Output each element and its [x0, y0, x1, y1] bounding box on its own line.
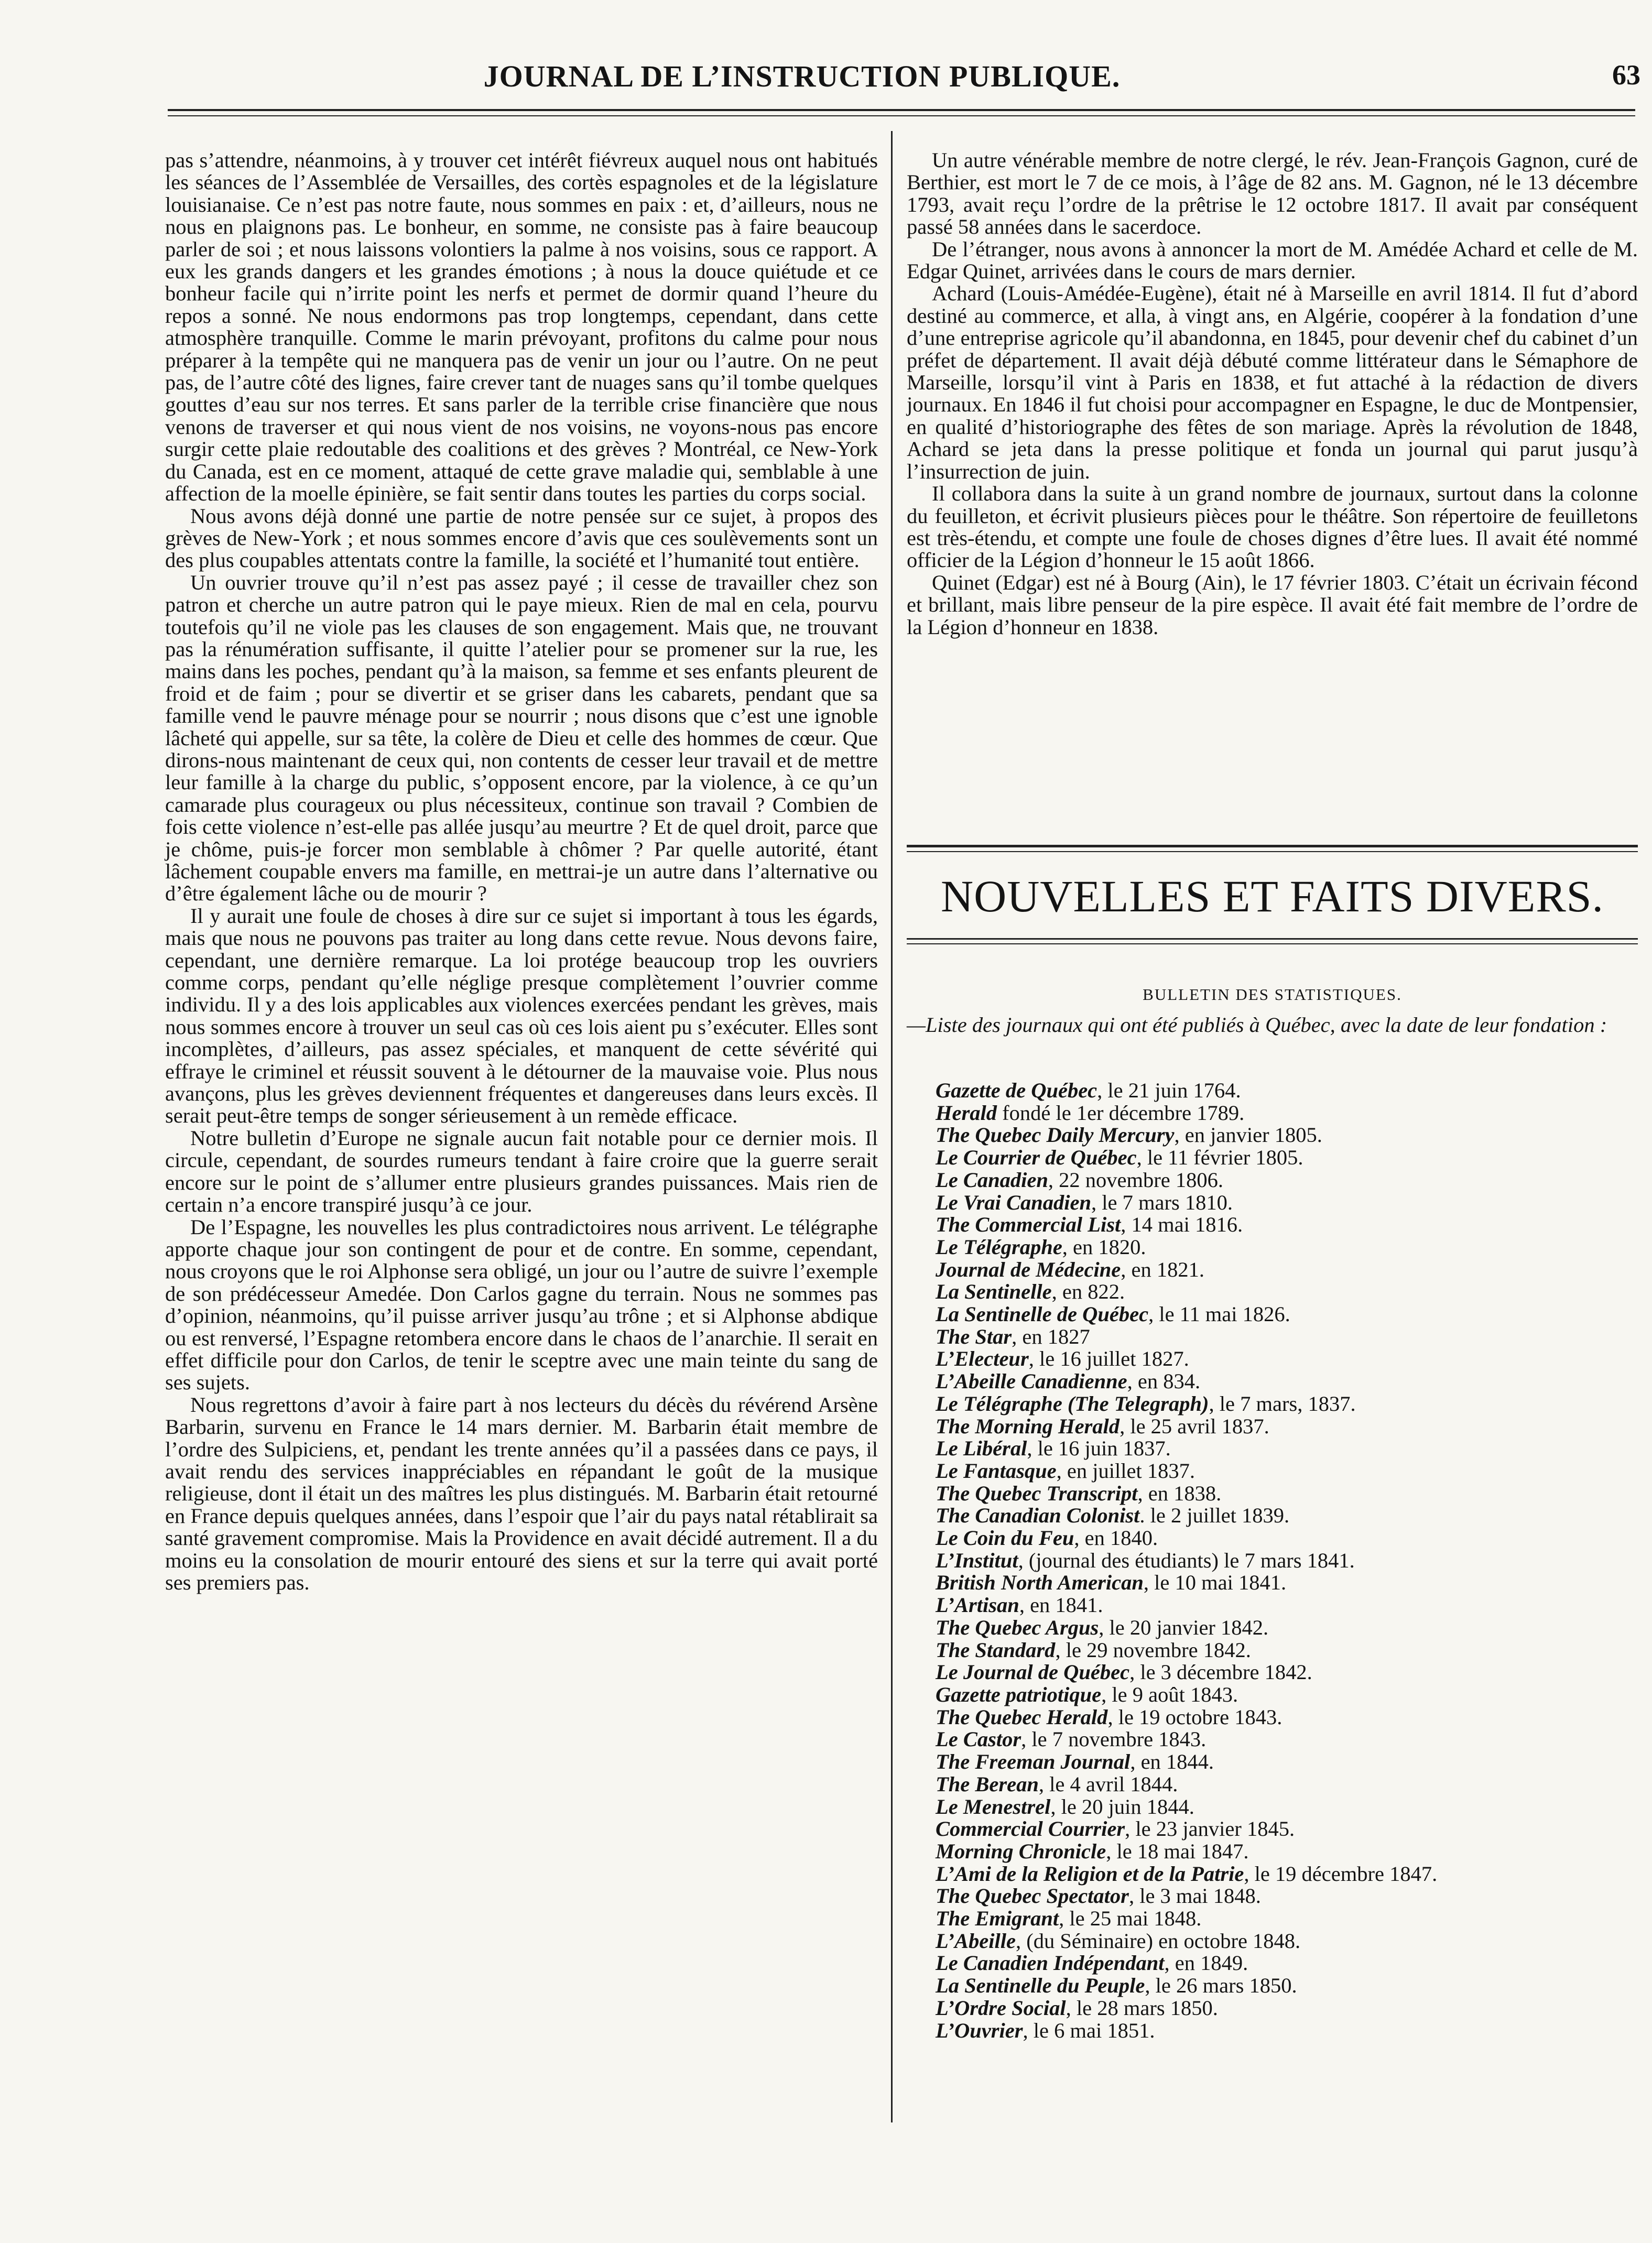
journal-name: L’Institut	[936, 1548, 1018, 1572]
bulletin-intro: —Liste des journaux qui ont été publiés à Québec, avec la date de leur fondation :	[907, 1013, 1607, 1037]
journal-list-item	[936, 1124, 1638, 1147]
paragraph: Quinet (Edgar) est né à Bourg (Ain), le 17 février 1803. C’était un écrivain fécond et brillant, mais libre penseur de la pire espèce. Il avait été fait membre de l’ordre de la Légion d’honneur en 1838.	[907, 570, 1638, 639]
journal-list-item	[936, 1102, 1638, 1125]
journal-name: Le Canadien Indépendant	[936, 1951, 1165, 1975]
journal-name: The Morning Herald	[936, 1414, 1120, 1438]
journal-list-item	[936, 1818, 1638, 1841]
journal-date: , le 25 mai 1848.	[1059, 1907, 1202, 1931]
journal-name: Le Fantasque	[936, 1458, 1057, 1483]
journal-name: The Quebec Argus	[936, 1615, 1099, 1639]
journal-date: , en 1827	[1012, 1324, 1090, 1348]
journal-name: Le Menestrel	[936, 1794, 1051, 1819]
journal-list-item	[936, 1728, 1638, 1751]
section-title: NOUVELLES ET FAITS DIVERS.	[940, 871, 1604, 921]
journal-list-item	[936, 1594, 1638, 1617]
section-rule-thin	[907, 943, 1638, 944]
journal-name: British North American	[936, 1571, 1144, 1595]
section-rule	[907, 845, 1638, 847]
journal-list-item	[936, 1281, 1638, 1303]
paragraph: Un ouvrier trouve qu’il n’est pas assez payé ; il cesse de travailler chez son patron et cherche un autre patron qui le paye mieux. Rien de mal en cela, pourvu toutefois qu’il ne viole pas les clauses de son engagement. Mais que, ne trouvant pas la rénumération suffisante, il quitte l’atelier pour se promener sur la rue, les mains dans les poches, pendant qu’à la maison, sa femme et ses enfants pleurent de froid et de faim ; pour se divertir et se griser dans les cabarets, pendant que sa famille vend le pauvre ménage pour se nourrir ; nous disons que c’est une ignoble lâcheté qui appelle, sur sa tête, la colère de Dieu et celle des hommes de cœur. Que dirons-nous maintenant de ceux qui, non contents de cesser leur travail et de mettre leur famille à la charge du public, s’opposent encore, par la violence, à ce qu’un camarade plus courageux ou plus nécessiteux, continue son travail ? Combien de fois cette violence n’est-elle pas allée jusqu’au meurtre ? Et de quel droit, parce que je chôme, puis-je forcer mon semblable à chômer ? Par quelle autorité, étant lâchement coupable envers ma famille, en mettrai-je un autre dans l’alternative ou d’être également lâche ou de mourir ?	[165, 570, 878, 906]
journal-date: , le 3 mai 1848.	[1128, 1884, 1261, 1908]
journal-date: , le 3 décembre 1842.	[1129, 1660, 1312, 1684]
journal-list-item	[936, 1169, 1638, 1192]
journal-date: , le 9 août 1843.	[1101, 1682, 1238, 1706]
bulletin-title: BULLETIN DES STATISTIQUES.	[1143, 985, 1402, 1004]
journal-list-item	[936, 1326, 1638, 1348]
journal-title: JOURNAL DE L’INSTRUCTION PUBLIQUE.	[483, 59, 1121, 93]
journal-date: , en 1840.	[1074, 1526, 1158, 1550]
journal-date: , le 26 mars 1850.	[1145, 1974, 1297, 1998]
journal-list-item	[936, 1661, 1638, 1684]
journal-list-item	[936, 1617, 1638, 1639]
paragraph: Notre bulletin d’Europe ne signale aucun fait notable pour ce dernier mois. Il circule, cependant, de sourdes rumeurs tendant à faire croire que la guerre serait encore sur le point de s’allumer entre plusieurs grandes puissances. Mais rien de certain n’a encore transpiré jusqu’à ce jour.	[165, 1126, 878, 1217]
journal-date: , le 7 novembre 1843.	[1021, 1727, 1207, 1751]
journal-date: , le 16 juin 1837.	[1027, 1436, 1171, 1461]
journal-date: , en 1820.	[1062, 1235, 1146, 1259]
journal-list-item	[936, 1416, 1638, 1438]
journal-name: The Emigrant	[936, 1907, 1059, 1931]
journal-date: , le 16 juillet 1827.	[1028, 1347, 1189, 1371]
journal-date: , le 11 février 1805.	[1136, 1146, 1303, 1170]
journal-list-item	[936, 1684, 1638, 1706]
journal-list-item	[936, 1796, 1638, 1819]
journal-date: , (du Séminaire) en octobre 1848.	[1015, 1929, 1301, 1953]
paragraph: Nous regrettons d’avoir à faire part à nos lecteurs du décès du révérend Arsène Barbarin, survenu en France le 14 mars dernier. M. Barbarin était membre de l’ordre des Sulpiciens, et, pendant les trente années qu’il a passées dans ce pays, il avait rendu des services inappréciables en répandant le goût de la musique religieuse, dont il était un des maîtres les plus distingués. M. Barbarin était retourné en France depuis quelques années, dans l’espoir que l’air du pays natal rétablirait sa santé gravement compromise. Mais la Providence en avait décidé autrement. Il a du moins eu la consolation de mourir entouré des siens et sur la terre qui avait porté ses premiers pas.	[165, 1392, 878, 1594]
journal-date: , le 19 décembre 1847.	[1244, 1861, 1438, 1886]
journal-date: , le 18 mai 1847.	[1106, 1839, 1249, 1863]
journal-name: L’Abeille Canadienne	[936, 1369, 1127, 1393]
right-column-obituaries	[907, 149, 1638, 638]
journal-name: Le Journal de Québec	[936, 1660, 1130, 1684]
journal-date: , (journal des étudiants) le 7 mars 1841.	[1018, 1548, 1355, 1572]
journal-name: Morning Chronicle	[936, 1839, 1106, 1863]
journal-date: , 22 novembre 1806.	[1048, 1168, 1223, 1192]
journal-list-item	[936, 1348, 1638, 1370]
journal-list-item	[936, 2020, 1638, 2042]
paragraph: Un autre vénérable membre de notre clergé, le rév. Jean-François Gagnon, curé de Berthier, est mort le 7 de ce mois, à l’âge de 82 ans. M. Gagnon, né le 13 décembre 1793, avait reçu l’ordre de la prêtrise le 12 octobre 1817. Il avait par conséquent passé 58 années dans le sacerdoce.	[907, 148, 1638, 239]
journal-name: L’Ami de la Religion et de la Patrie	[936, 1861, 1244, 1886]
journal-date: , le 23 janvier 1845.	[1125, 1817, 1295, 1841]
journal-name: Le Coin du Feu	[936, 1526, 1074, 1550]
journal-name: Le Télégraphe	[936, 1235, 1062, 1259]
journal-name: Le Libéral	[936, 1436, 1027, 1461]
journal-name: The Quebec Daily Mercury	[936, 1123, 1175, 1147]
page-header	[121, 59, 1640, 106]
paragraph: Achard (Louis-Amédée-Eugène), était né à Marseille en avril 1814. Il fut d’abord destiné au commerce, et alla, à vingt ans, en Algérie, coopérer à la fondation d’une d’une entreprise agricole qu’il abandonna, en 1845, pour devenir chef du cabinet d’un préfet de département. Il avait déjà débuté comme littérateur dans le Sémaphore de Marseille, lorsqu’il vint à Paris en 1838, et fut attaché à la rédaction de divers journaux. En 1846 il fut choisi pour accompagner en Espagne, le duc de Montpensier, en qualité d’historiographe des fêtes de son mariage. Après la révolution de 1848, Achard se jeta dans la presse politique et fonda un journal qui parut jusqu’à l’insurrection de juin.	[907, 281, 1638, 483]
journal-name: Le Castor	[936, 1727, 1021, 1751]
journal-list-item	[936, 1908, 1638, 1930]
journal-date: , le 29 novembre 1842.	[1055, 1638, 1251, 1662]
paragraph: Nous avons déjà donné une partie de notre pensée sur ce sujet, à propos des grèves de New-York ; et nous sommes encore d’avis que ces soulèvements sont un des plus coupables attentats contre la famille, la société et l’humanité tout entière.	[165, 504, 878, 572]
journal-list-item	[936, 1527, 1638, 1550]
journal-list-item	[936, 1706, 1638, 1729]
journal-list-item	[936, 1751, 1638, 1773]
journal-name: Journal de Médecine	[936, 1257, 1121, 1281]
journal-list-item	[936, 1438, 1638, 1460]
journal-name: Herald	[936, 1101, 997, 1125]
header-rule	[168, 109, 1635, 111]
journal-name: The Quebec Spectator	[936, 1884, 1129, 1908]
journal-name: The Canadian Colonist	[936, 1504, 1140, 1528]
journal-list-item	[936, 1147, 1638, 1169]
journal-name: Gazette patriotique	[936, 1682, 1102, 1706]
journal-date: . le 2 juillet 1839.	[1139, 1504, 1290, 1528]
journal-list-item	[936, 1572, 1638, 1594]
section-rule-thin	[907, 851, 1638, 852]
journal-date: , le 28 mars 1850.	[1066, 1996, 1218, 2020]
journal-name: La Sentinelle de Québec	[936, 1302, 1149, 1326]
section-rule	[907, 938, 1638, 940]
paragraph: Il y aurait une foule de choses à dire sur ce sujet si important à tous les égards, mais que nous ne pouvons pas traiter au long dans cette revue. Nous devons faire, cependant, une dernière remarque. La loi protége beaucoup trop les ouvriers comme corps, pendant qu’elle néglige presque complètement l’ouvrier comme individu. Il y a des lois applicables aux violences exercées pendant les grèves, mais nous sommes encore à trouver un seul cas où ces lois aient pu s’exécuter. Elles sont incomplètes, d’ailleurs, pas assez spéciales, et manquent de cette sévérité qui effraye le criminel et réussit souvent à le détourner de la mauvaise voie. Plus nous avançons, plus les grèves deviennent fréquentes et dangereuses dans leurs excès. Il serait peut-être temps de songer sérieusement à un remède efficace.	[165, 903, 878, 1128]
journal-date: , en 1844.	[1130, 1750, 1214, 1774]
journal-date: , le 20 janvier 1842.	[1099, 1615, 1269, 1639]
journal-date: , le 6 mai 1851.	[1023, 2018, 1155, 2042]
journal-list-item	[936, 1639, 1638, 1662]
journal-date: , en janvier 1805.	[1174, 1123, 1322, 1147]
journal-name: L’Abeille	[936, 1929, 1016, 1953]
journal-list-item	[936, 1505, 1638, 1527]
journal-name: L’Ouvrier	[936, 2018, 1023, 2042]
journal-list-item	[936, 1773, 1638, 1796]
paragraph: De l’Espagne, les nouvelles les plus contradictoires nous arrivent. Le télégraphe apporte chaque jour son contingent de pour et de contre. En somme, cependant, nous croyons que le roi Alphonse sera obligé, un jour ou l’autre de suivre l’exemple de son prédécesseur Amedée. Don Carlos gagne du terrain. Nous ne sommes pas d’opinion, néanmoins, qu’il puisse arriver jusqu’au trône ; et si Alphonse abdique ou est renversé, l’Espagne retombera encore dans le chaos de l’anarchie. Il serait en effet difficile pour don Carlos, de tenir le sceptre avec une main teinte du sang de ses sujets.	[165, 1215, 878, 1395]
journal-list-item	[936, 1975, 1638, 1997]
journal-name: La Sentinelle du Peuple	[936, 1974, 1145, 1998]
journal-name: The Standard	[936, 1638, 1056, 1662]
journal-list-item	[936, 1370, 1638, 1393]
journal-list-item	[936, 1483, 1638, 1505]
journal-list-item	[936, 1460, 1638, 1483]
journal-date: , 14 mai 1816.	[1121, 1213, 1243, 1237]
journal-date: fondé le 1er décembre 1789.	[997, 1101, 1245, 1125]
header-rule-thin	[168, 115, 1635, 116]
journal-name: L’Artisan	[936, 1593, 1019, 1617]
journal-name: L’Ordre Social	[936, 1996, 1066, 2020]
journal-name: Le Courrier de Québec	[936, 1146, 1137, 1170]
journal-date: , le 25 avril 1837.	[1120, 1414, 1269, 1438]
journal-list-item	[936, 1080, 1638, 1102]
journal-list-item	[936, 1259, 1638, 1281]
journal-name: The Star	[936, 1324, 1012, 1348]
journal-date: , en 822.	[1051, 1280, 1125, 1304]
journal-date: , en 1849.	[1164, 1951, 1248, 1975]
journal-date: , le 7 mars, 1837.	[1209, 1391, 1356, 1416]
paragraph: De l’étranger, nous avons à annoncer la mort de M. Amédée Achard et celle de M. Edgar Quinet, arrivées dans le cours de mars dernier.	[907, 237, 1638, 284]
journal-date: , le 11 mai 1826.	[1148, 1302, 1290, 1326]
journal-list-item	[936, 1550, 1638, 1572]
journal-date: , en juillet 1837.	[1056, 1458, 1195, 1483]
journal-name: The Quebec Transcript	[936, 1481, 1138, 1505]
journal-name: Le Canadien	[936, 1168, 1048, 1192]
journal-date: , le 10 mai 1841.	[1143, 1571, 1287, 1595]
journal-date: , en 1821.	[1121, 1257, 1204, 1281]
journal-list-item	[936, 1997, 1638, 2020]
journal-name: Le Vrai Canadien	[936, 1190, 1092, 1214]
paragraph: Il collabora dans la suite à un grand nombre de journaux, surtout dans la colonne du feuilleton, et écrivit plusieurs pièces pour le théâtre. Son répertoire de feuilletons est très-étendu, et compte une foule de choses dignes d’être lues. Il avait été nommé officier de la Légion d’honneur le 15 août 1866.	[907, 482, 1638, 572]
journal-date: , le 21 juin 1764.	[1097, 1079, 1241, 1102]
journal-list-item	[936, 1192, 1638, 1214]
journal-list-item	[936, 1303, 1638, 1326]
journal-name: The Berean	[936, 1772, 1039, 1796]
journal-name: La Sentinelle	[936, 1280, 1052, 1304]
journal-list	[936, 1080, 1638, 2042]
journal-name: The Freeman Journal	[936, 1750, 1131, 1774]
journal-name: Le Télégraphe (The Telegraph)	[936, 1391, 1209, 1416]
journal-date: , en 1838.	[1137, 1481, 1222, 1505]
paragraph: pas s’attendre, néanmoins, à y trouver cet intérêt fiévreux auquel nous ont habitués les séances de l’Assemblée de Versailles, des cortès espagnoles et de la législature louisianaise. Ce n’est pas notre faute, nous sommes en paix : et, d’ailleurs, nous ne nous en plaignons pas. Le bonheur, en somme, ne consiste pas à faire beaucoup parler de soi ; et nous laissons volontiers la palme à nos voisins, sous ce rapport. A eux les grands dangers et les grandes émotions ; à nous la douce quiétude et ce bonheur facile qui n’irrite point les nerfs et permet de dormir quand l’heure du repos a sonné. Ne nous endormons pas trop longtemps, cependant, dans cette atmosphère tranquille. Comme le marin prévoyant, profitons du calme pour nous préparer à la tempête qui ne manquera pas de venir un jour ou l’autre. On ne peut pas, de l’autre côté des lignes, faire crever tant de nuages sans qu’il tombe quelques gouttes d’eau sur nos terres. Et sans parler de la terrible crise financière que nous venons de traverser et qui nous vient de nos voisins, ne voyons-nous pas encore surgir cette plaie redoutable des coalitions et des grèves ? Montréal, ce New-York du Canada, est en ce moment, attaqué de cette grave maladie qui, semblable à une affection de la moelle épinière, se fait sentir dans toutes les parties du corps social.	[165, 148, 878, 506]
journal-list-item	[936, 1863, 1638, 1886]
journal-name: L’Electeur	[936, 1347, 1029, 1371]
journal-date: , le 20 juin 1844.	[1050, 1794, 1194, 1819]
journal-date: , le 19 octobre 1843.	[1107, 1705, 1283, 1729]
journal-name: The Quebec Herald	[936, 1705, 1108, 1729]
left-column	[165, 149, 878, 1594]
journal-list-item	[936, 1930, 1638, 1953]
journal-list-item	[936, 1841, 1638, 1863]
journal-name: The Commercial List	[936, 1213, 1121, 1237]
journal-list-item	[936, 1236, 1638, 1259]
page-number: 63	[1612, 59, 1640, 91]
journal-date: , en 1841.	[1019, 1593, 1103, 1617]
journal-date: , le 7 mars 1810.	[1091, 1190, 1233, 1214]
journal-list-item	[936, 1885, 1638, 1908]
journal-date: , le 4 avril 1844.	[1038, 1772, 1178, 1796]
journal-date: , en 834.	[1127, 1369, 1201, 1393]
journal-name: Commercial Courrier	[936, 1817, 1125, 1841]
journal-list-item	[936, 1393, 1638, 1416]
journal-list-item	[936, 1952, 1638, 1975]
journal-name: Gazette de Québec	[936, 1079, 1097, 1102]
journal-list-item	[936, 1214, 1638, 1236]
column-divider	[891, 131, 893, 2122]
